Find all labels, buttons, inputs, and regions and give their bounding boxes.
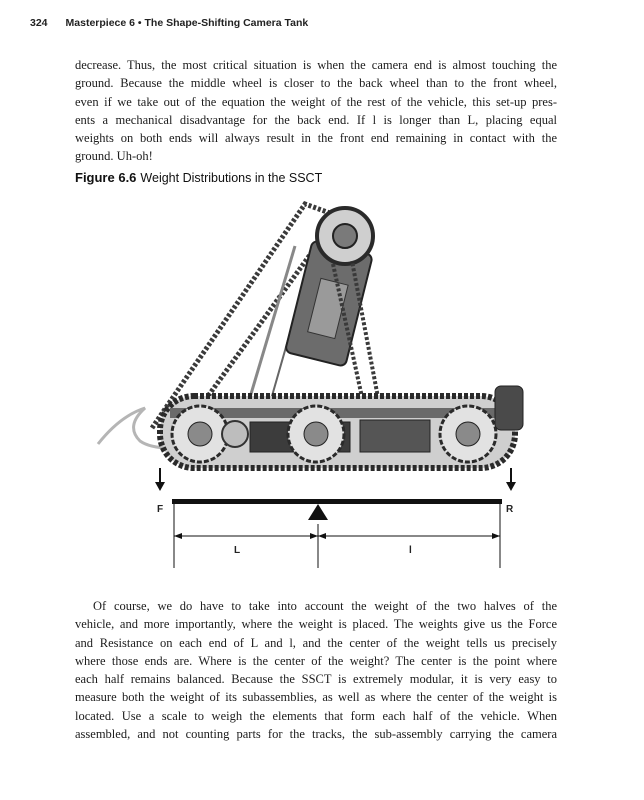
rear-force-arrowhead: [506, 482, 516, 491]
front-hub: [188, 422, 212, 446]
paragraph-2: [75, 597, 557, 743]
label-long-span: L: [234, 545, 241, 556]
arrowhead-icon: [174, 533, 182, 539]
page-number: 324: [30, 17, 48, 29]
top-hub: [333, 224, 357, 248]
paragraph-line: each half remains balanced. Because the SSCT is extremely modular, it is very easy to: [75, 672, 557, 687]
paragraph-line: ground. Because the middle wheel is closer to the back wheel than to the front wheel,: [75, 76, 557, 91]
figure-number: Figure 6.6: [75, 170, 137, 185]
paragraph-1: [75, 56, 557, 166]
running-header: [30, 17, 308, 29]
figure-caption-text: Weight Distributions in the SSCT: [140, 171, 323, 185]
paragraph-line: weights on both ends will always result in the front end remaining in contact with the: [75, 131, 557, 146]
motor-box: [360, 420, 430, 452]
arrowhead-icon: [492, 533, 500, 539]
fulcrum-icon: [308, 504, 328, 520]
paragraph-line: assembled, and not counting parts for the tracks, the sub-assembly carrying the camera: [75, 727, 557, 742]
paragraph-line: Of course, we do have to take into account the weight of the two halves of the: [93, 599, 557, 613]
robot-diagram: [90, 186, 530, 582]
figure-caption: [75, 170, 322, 185]
paragraph-line: ground. Uh-oh!: [75, 149, 153, 164]
label-rear: R: [506, 504, 514, 515]
arrowhead-icon: [310, 533, 318, 539]
paragraph-line: and Resistance on each end of L and l, and the center of the weight tells us precisely: [75, 635, 557, 650]
front-force-arrowhead: [155, 482, 165, 491]
running-title: Masterpiece 6 • The Shape-Shifting Camera Tank: [65, 17, 309, 29]
paragraph-line: even if we take out of the equation the weight of the rest of the vehicle, this set-up pres-: [75, 94, 557, 109]
paragraph-line: measure both the weight of its subassemblies, as well as where the center of the weight is: [75, 690, 557, 705]
arrowhead-icon: [318, 533, 326, 539]
paragraph-line: where those ends are. Where is the center of the weight? The center is the point where: [75, 653, 557, 668]
label-short-span: l: [409, 545, 412, 556]
lever-beam: [172, 499, 502, 504]
label-front: F: [157, 504, 164, 515]
paragraph-line: decrease. Thus, the most critical situation is when the camera end is almost touching the: [75, 58, 557, 72]
small-gear-icon: [222, 421, 248, 447]
paragraph-line: located. Use a scale to weigh the elements that form each half of the vehicle. When: [75, 708, 557, 723]
figure-weight-distribution: [90, 186, 530, 582]
paragraph-line: ents a mechanical disadvantage for the back end. If l is longer than L, placing equal: [75, 112, 557, 127]
paragraph-line: vehicle, and more importantly, where the weight is placed. The weights give us the Force: [75, 617, 557, 632]
middle-hub: [304, 422, 328, 446]
rear-camera-icon: [495, 386, 523, 430]
rear-hub: [456, 422, 480, 446]
